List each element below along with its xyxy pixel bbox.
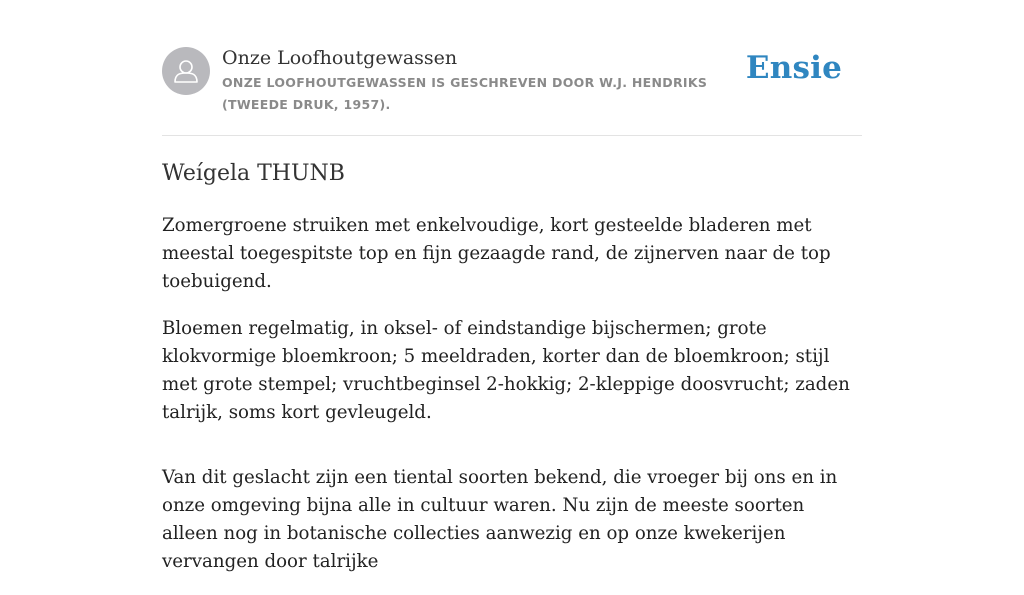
entry-body [162, 212, 852, 595]
paragraph-1: Zomergroene struiken met enkelvoudige, kort gesteelde bladeren met meestal toegespitste top en fijn gezaagde rand, de zijnerven naar de top toebuigend. [162, 215, 831, 292]
ensie-logo[interactable]: Ensie [745, 50, 842, 86]
book-title[interactable]: Onze Loofhoutgewassen [222, 47, 458, 69]
entry-title: Weígela THUNB [162, 161, 345, 186]
header [162, 0, 862, 136]
paragraph-2: Bloemen regelmatig, in oksel- of eindstandige bijschermen; grote klokvormige bloemkroon; 5 meeldraden, korter dan de bloemkroon; stijl met grote stempel; vruchtbeginsel 2-hokkig; 2-kleppige doosvrucht; zaden talrijk, soms kort gevleugeld. [162, 318, 850, 423]
author-avatar[interactable] [162, 47, 210, 95]
book-description: ONZE LOOFHOUTGEWASSEN IS GESCHREVEN DOOR W.J. HENDRIKS (TWEEDE DRUK, 1957). [222, 75, 708, 112]
user-icon [162, 47, 210, 95]
paragraph-3: Van dit geslacht zijn een tiental soorten bekend, die vroeger bij ons en in onze omgeving bijna alle in cultuur waren. Nu zijn de meeste soorten alleen nog in botanische collecties aanwezig en op onze kwekerijen vervangen door talrijke [162, 467, 838, 572]
page-header-container [162, 0, 862, 136]
